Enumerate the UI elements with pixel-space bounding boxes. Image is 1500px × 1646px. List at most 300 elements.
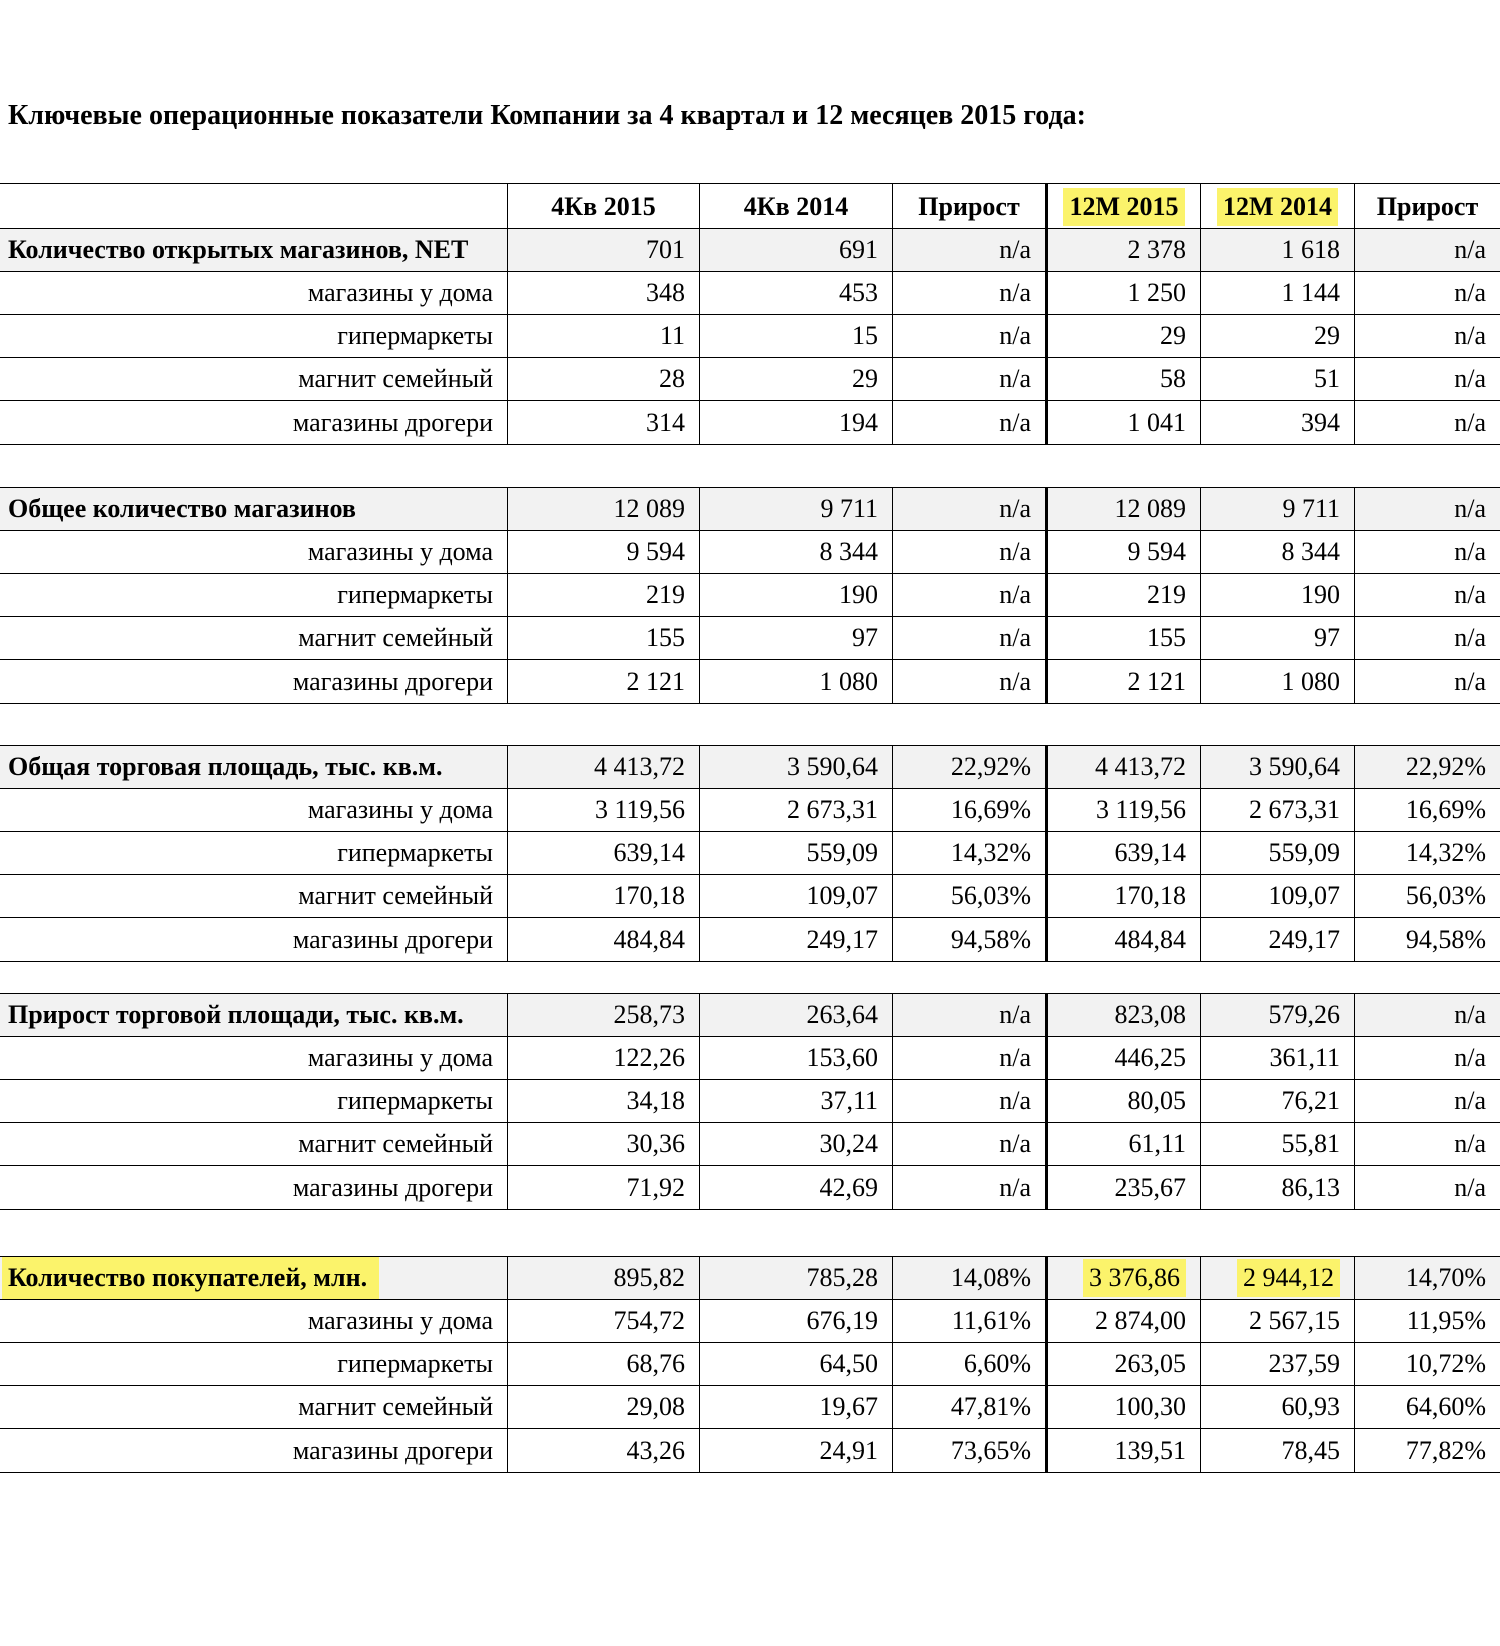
value-cell — [1200, 531, 1354, 573]
value-cell — [699, 918, 892, 961]
value-cell — [699, 1166, 892, 1209]
row-label-cell — [0, 574, 507, 616]
cell-value: n/a — [999, 623, 1031, 652]
cell-value: 314 — [646, 407, 685, 437]
value-cell — [1354, 1300, 1500, 1342]
table-row — [0, 832, 1500, 875]
value-cell — [1354, 1386, 1500, 1428]
value-cell — [699, 875, 892, 917]
value-cell — [1045, 1123, 1200, 1165]
value-cell — [1354, 1123, 1500, 1165]
value-cell — [1354, 1166, 1500, 1209]
cell-value: 237,59 — [1268, 1349, 1340, 1378]
cell-value: n/a — [1454, 364, 1486, 393]
cell-value: 122,26 — [613, 1043, 685, 1072]
table-row — [0, 1037, 1500, 1080]
header-growth-12m — [1354, 184, 1500, 230]
cell-value: 8 344 — [819, 537, 878, 566]
value-cell — [1200, 272, 1354, 314]
value-cell — [892, 1080, 1045, 1122]
cell-value: 71,92 — [626, 1172, 685, 1202]
cell-value: 12 089 — [613, 494, 685, 523]
cell-value: 676,19 — [806, 1306, 878, 1335]
value-cell — [1200, 488, 1354, 530]
value-cell — [892, 789, 1045, 831]
value-cell — [1045, 1429, 1200, 1472]
table-row — [0, 531, 1500, 574]
row-label: магазины у дома — [307, 1306, 493, 1335]
table-row — [0, 875, 1500, 918]
value-cell — [892, 832, 1045, 874]
cell-value: 484,84 — [613, 924, 685, 954]
value-cell — [1354, 531, 1500, 573]
cell-value: 97 — [852, 623, 878, 652]
cell-value: 3 376,86 — [1083, 1259, 1186, 1297]
cell-value: n/a — [1454, 537, 1486, 566]
value-cell — [507, 1080, 699, 1122]
value-cell — [1045, 272, 1200, 314]
value-cell — [699, 315, 892, 357]
value-cell — [892, 1123, 1045, 1165]
table-row — [0, 918, 1500, 961]
cell-value: n/a — [999, 666, 1031, 696]
value-cell — [507, 746, 699, 788]
cell-value: 29,08 — [626, 1392, 685, 1421]
cell-value: 559,09 — [1268, 838, 1340, 867]
cell-value: 3 119,56 — [594, 795, 685, 824]
cell-value: 9 711 — [820, 494, 878, 523]
cell-value: 701 — [646, 235, 685, 264]
cell-value: 47,81% — [950, 1392, 1031, 1421]
cell-value: n/a — [999, 407, 1031, 437]
table-row — [0, 574, 1500, 617]
value-cell — [507, 1166, 699, 1209]
value-cell — [1200, 1037, 1354, 1079]
cell-value: 109,07 — [806, 881, 878, 910]
header-q4-2015 — [507, 184, 699, 230]
cell-value: 22,92% — [950, 752, 1031, 781]
section-total-area — [0, 745, 1500, 962]
value-cell — [699, 1123, 892, 1165]
header-label: Прирост — [1376, 192, 1479, 221]
cell-value: 14,32% — [1405, 838, 1486, 867]
cell-value: 754,72 — [613, 1306, 685, 1335]
cell-value: 64,50 — [819, 1349, 878, 1378]
value-cell — [1200, 746, 1354, 788]
value-cell — [1045, 315, 1200, 357]
cell-value: 6,60% — [963, 1349, 1031, 1378]
section-opened-stores — [0, 228, 1500, 445]
value-cell — [1354, 832, 1500, 874]
value-cell — [1200, 875, 1354, 917]
cell-value: 2 874,00 — [1095, 1306, 1186, 1335]
cell-value: 484,84 — [1114, 924, 1186, 954]
value-cell — [507, 1343, 699, 1385]
cell-value: 2 378 — [1127, 235, 1186, 264]
value-cell — [699, 358, 892, 400]
value-cell — [699, 1343, 892, 1385]
value-cell — [1200, 994, 1354, 1036]
value-cell — [892, 488, 1045, 530]
cell-value: 1 041 — [1127, 407, 1186, 437]
section-label-cell — [0, 994, 507, 1036]
value-cell — [1045, 789, 1200, 831]
value-cell — [1200, 1343, 1354, 1385]
value-cell — [1200, 832, 1354, 874]
value-cell — [507, 875, 699, 917]
value-cell — [1045, 229, 1200, 271]
value-cell — [1200, 358, 1354, 400]
cell-value: 100,30 — [1114, 1392, 1186, 1421]
cell-value: 263,05 — [1114, 1349, 1186, 1378]
value-cell — [892, 531, 1045, 573]
value-cell — [699, 488, 892, 530]
cell-value: n/a — [999, 235, 1031, 264]
value-cell — [1200, 660, 1354, 703]
value-cell — [1200, 918, 1354, 961]
cell-value: 235,67 — [1114, 1172, 1186, 1202]
value-cell — [1045, 617, 1200, 659]
value-cell — [1354, 488, 1500, 530]
cell-value: 42,69 — [819, 1172, 878, 1202]
cell-value: 109,07 — [1268, 881, 1340, 910]
value-cell — [507, 1429, 699, 1472]
cell-value: 29 — [852, 364, 878, 393]
table-row — [0, 617, 1500, 660]
cell-value: n/a — [999, 278, 1031, 307]
cell-value: 2 121 — [626, 666, 685, 696]
cell-value: 37,11 — [820, 1086, 878, 1115]
cell-value: 14,70% — [1405, 1263, 1486, 1292]
row-label: гипермаркеты — [337, 321, 493, 350]
row-label-cell — [0, 789, 507, 831]
table-row — [0, 1300, 1500, 1343]
cell-value: n/a — [1454, 623, 1486, 652]
value-cell — [507, 358, 699, 400]
value-cell — [1354, 1343, 1500, 1385]
cell-value: 94,58% — [1405, 924, 1486, 954]
value-cell — [892, 1257, 1045, 1299]
cell-value: n/a — [1454, 1086, 1486, 1115]
cell-value: 24,91 — [819, 1435, 878, 1465]
value-cell — [892, 617, 1045, 659]
value-cell — [1045, 746, 1200, 788]
cell-value: 11,95% — [1406, 1306, 1486, 1335]
cell-value: 170,18 — [1114, 881, 1186, 910]
cell-value: 56,03% — [950, 881, 1031, 910]
cell-value: n/a — [999, 321, 1031, 350]
value-cell — [1045, 488, 1200, 530]
header-corner — [0, 184, 507, 230]
row-label: магнит семейный — [298, 364, 493, 393]
value-cell — [699, 1037, 892, 1079]
table-row — [0, 315, 1500, 358]
table-row — [0, 1429, 1500, 1472]
row-label-cell — [0, 272, 507, 314]
value-cell — [1200, 789, 1354, 831]
value-cell — [1045, 832, 1200, 874]
cell-value: 43,26 — [626, 1435, 685, 1465]
value-cell — [1354, 401, 1500, 444]
value-cell — [1354, 789, 1500, 831]
section-label: Прирост торговой площади, тыс. кв.м. — [8, 1000, 464, 1029]
value-cell — [892, 229, 1045, 271]
value-cell — [1045, 660, 1200, 703]
section-total-row — [0, 229, 1500, 272]
cell-value: 219 — [1147, 580, 1186, 609]
cell-value: 348 — [646, 278, 685, 307]
value-cell — [507, 832, 699, 874]
cell-value: 1 144 — [1281, 278, 1340, 307]
value-cell — [699, 660, 892, 703]
cell-value: 453 — [839, 278, 878, 307]
row-label: магнит семейный — [298, 881, 493, 910]
cell-value: 34,18 — [626, 1086, 685, 1115]
value-cell — [507, 315, 699, 357]
cell-value: n/a — [1454, 1129, 1486, 1158]
cell-value: 19,67 — [819, 1392, 878, 1421]
value-cell — [1354, 746, 1500, 788]
cell-value: 51 — [1314, 364, 1340, 393]
value-cell — [507, 1300, 699, 1342]
cell-value: 14,32% — [950, 838, 1031, 867]
row-label: магнит семейный — [298, 623, 493, 652]
cell-value: 11,61% — [951, 1306, 1031, 1335]
header-label: 12М 2014 — [1217, 188, 1338, 226]
value-cell — [1045, 358, 1200, 400]
row-label: магазины у дома — [307, 1043, 493, 1072]
cell-value: 1 618 — [1281, 235, 1340, 264]
table-row — [0, 1123, 1500, 1166]
value-cell — [699, 1080, 892, 1122]
row-label: магазины дрогери — [292, 1435, 493, 1465]
value-cell — [1200, 1257, 1354, 1299]
value-cell — [1354, 1257, 1500, 1299]
value-cell — [892, 994, 1045, 1036]
cell-value: 30,24 — [819, 1129, 878, 1158]
cell-value: n/a — [1454, 321, 1486, 350]
value-cell — [892, 401, 1045, 444]
value-cell — [507, 574, 699, 616]
cell-value: 78,45 — [1281, 1435, 1340, 1465]
value-cell — [1354, 994, 1500, 1036]
cell-value: n/a — [1454, 407, 1486, 437]
cell-value: 170,18 — [613, 881, 685, 910]
value-cell — [1045, 1166, 1200, 1209]
value-cell — [892, 746, 1045, 788]
cell-value: 2 567,15 — [1249, 1306, 1340, 1335]
cell-value: 61,11 — [1128, 1129, 1186, 1158]
table-header — [0, 183, 1500, 231]
cell-value: 361,11 — [1269, 1043, 1340, 1072]
cell-value: 3 590,64 — [1249, 752, 1340, 781]
row-label: магазины у дома — [307, 795, 493, 824]
cell-value: 60,93 — [1281, 1392, 1340, 1421]
cell-value: n/a — [999, 364, 1031, 393]
cell-value: 394 — [1301, 407, 1340, 437]
value-cell — [1354, 358, 1500, 400]
table-row — [0, 1386, 1500, 1429]
value-cell — [507, 918, 699, 961]
cell-value: 194 — [839, 407, 878, 437]
value-cell — [892, 1386, 1045, 1428]
row-label-cell — [0, 918, 507, 961]
cell-value: 28 — [659, 364, 685, 393]
cell-value: 559,09 — [806, 838, 878, 867]
value-cell — [1200, 401, 1354, 444]
cell-value: n/a — [999, 1129, 1031, 1158]
cell-value: n/a — [1454, 278, 1486, 307]
value-cell — [1200, 617, 1354, 659]
row-label-cell — [0, 1300, 507, 1342]
cell-value: 16,69% — [1405, 795, 1486, 824]
value-cell — [1354, 574, 1500, 616]
row-label: магнит семейный — [298, 1392, 493, 1421]
row-label-cell — [0, 1386, 507, 1428]
value-cell — [1045, 1300, 1200, 1342]
cell-value: 579,26 — [1268, 1000, 1340, 1029]
cell-value: 1 080 — [1281, 666, 1340, 696]
value-cell — [507, 531, 699, 573]
value-cell — [892, 315, 1045, 357]
table-row — [0, 789, 1500, 832]
header-12m-2015 — [1045, 184, 1200, 230]
value-cell — [699, 1300, 892, 1342]
value-cell — [699, 229, 892, 271]
cell-value: 8 344 — [1281, 537, 1340, 566]
value-cell — [507, 1386, 699, 1428]
value-cell — [699, 574, 892, 616]
row-label: магазины дрогери — [292, 666, 493, 696]
cell-value: 153,60 — [806, 1043, 878, 1072]
section-label: Количество открытых магазинов, NET — [8, 235, 469, 264]
value-cell — [1354, 315, 1500, 357]
value-cell — [1200, 1300, 1354, 1342]
value-cell — [1200, 315, 1354, 357]
value-cell — [699, 401, 892, 444]
value-cell — [1200, 1429, 1354, 1472]
header-label: 4Кв 2014 — [743, 192, 849, 221]
value-cell — [699, 994, 892, 1036]
cell-value: n/a — [999, 1043, 1031, 1072]
cell-value: n/a — [1454, 235, 1486, 264]
cell-value: n/a — [1454, 580, 1486, 609]
cell-value: 1 080 — [819, 666, 878, 696]
section-label-cell — [0, 488, 507, 530]
value-cell — [1200, 1080, 1354, 1122]
row-label-cell — [0, 1037, 507, 1079]
value-cell — [1045, 1080, 1200, 1122]
row-label-cell — [0, 660, 507, 703]
value-cell — [699, 832, 892, 874]
section-label-cell — [0, 746, 507, 788]
page-title: Ключевые операционные показатели Компании за 4 квартал и 12 месяцев 2015 года: — [8, 100, 1086, 131]
cell-value: 30,36 — [626, 1129, 685, 1158]
cell-value: 9 594 — [1127, 537, 1186, 566]
value-cell — [1354, 1037, 1500, 1079]
row-label-cell — [0, 875, 507, 917]
section-total-row — [0, 994, 1500, 1037]
cell-value: 29 — [1314, 321, 1340, 350]
row-label-cell — [0, 531, 507, 573]
cell-value: 4 413,72 — [594, 752, 685, 781]
row-label-cell — [0, 358, 507, 400]
value-cell — [892, 1166, 1045, 1209]
section-total-row — [0, 746, 1500, 789]
row-label-cell — [0, 617, 507, 659]
cell-value: 3 590,64 — [787, 752, 878, 781]
section-total-stores — [0, 487, 1500, 704]
value-cell — [1200, 229, 1354, 271]
value-cell — [1045, 1037, 1200, 1079]
cell-value: 16,69% — [950, 795, 1031, 824]
value-cell — [1200, 1166, 1354, 1209]
value-cell — [892, 358, 1045, 400]
header-label: 4Кв 2015 — [551, 192, 656, 221]
value-cell — [1354, 272, 1500, 314]
row-label: магазины дрогери — [292, 407, 493, 437]
cell-value: 22,92% — [1405, 752, 1486, 781]
cell-value: n/a — [999, 1000, 1031, 1029]
table-row — [0, 1080, 1500, 1123]
cell-value: n/a — [1454, 494, 1486, 523]
table-row — [0, 1343, 1500, 1386]
value-cell — [1200, 574, 1354, 616]
section-total-row — [0, 1257, 1500, 1300]
cell-value: 258,73 — [613, 1000, 685, 1029]
value-cell — [892, 918, 1045, 961]
cell-value: 80,05 — [1127, 1086, 1186, 1115]
cell-value: n/a — [999, 1086, 1031, 1115]
cell-value: 263,64 — [806, 1000, 878, 1029]
value-cell — [699, 617, 892, 659]
row-label: гипермаркеты — [337, 580, 493, 609]
cell-value: 9 711 — [1282, 494, 1340, 523]
cell-value: 76,21 — [1281, 1086, 1340, 1115]
cell-value: 55,81 — [1281, 1129, 1340, 1158]
section-customers — [0, 1256, 1500, 1473]
cell-value: 12 089 — [1114, 494, 1186, 523]
cell-value: 14,08% — [950, 1263, 1031, 1292]
value-cell — [892, 1343, 1045, 1385]
value-cell — [1045, 1257, 1200, 1299]
value-cell — [507, 488, 699, 530]
row-label-cell — [0, 1429, 507, 1472]
value-cell — [1045, 531, 1200, 573]
cell-value: 10,72% — [1405, 1349, 1486, 1378]
cell-value: 691 — [839, 235, 878, 264]
value-cell — [507, 1257, 699, 1299]
cell-value: 823,08 — [1114, 1000, 1186, 1029]
value-cell — [892, 1037, 1045, 1079]
value-cell — [1354, 1429, 1500, 1472]
row-label-cell — [0, 315, 507, 357]
row-label: гипермаркеты — [337, 838, 493, 867]
cell-value: 64,60% — [1405, 1392, 1486, 1421]
cell-value: 139,51 — [1114, 1435, 1186, 1465]
value-cell — [507, 1037, 699, 1079]
value-cell — [1045, 1386, 1200, 1428]
cell-value: 155 — [646, 623, 685, 652]
table-row — [0, 1166, 1500, 1209]
section-label: Количество покупателей, млн. — [2, 1257, 379, 1299]
cell-value: 4 413,72 — [1095, 752, 1186, 781]
value-cell — [1045, 1343, 1200, 1385]
value-cell — [1354, 875, 1500, 917]
cell-value: n/a — [1454, 1043, 1486, 1072]
cell-value: n/a — [1454, 666, 1486, 696]
value-cell — [1354, 617, 1500, 659]
